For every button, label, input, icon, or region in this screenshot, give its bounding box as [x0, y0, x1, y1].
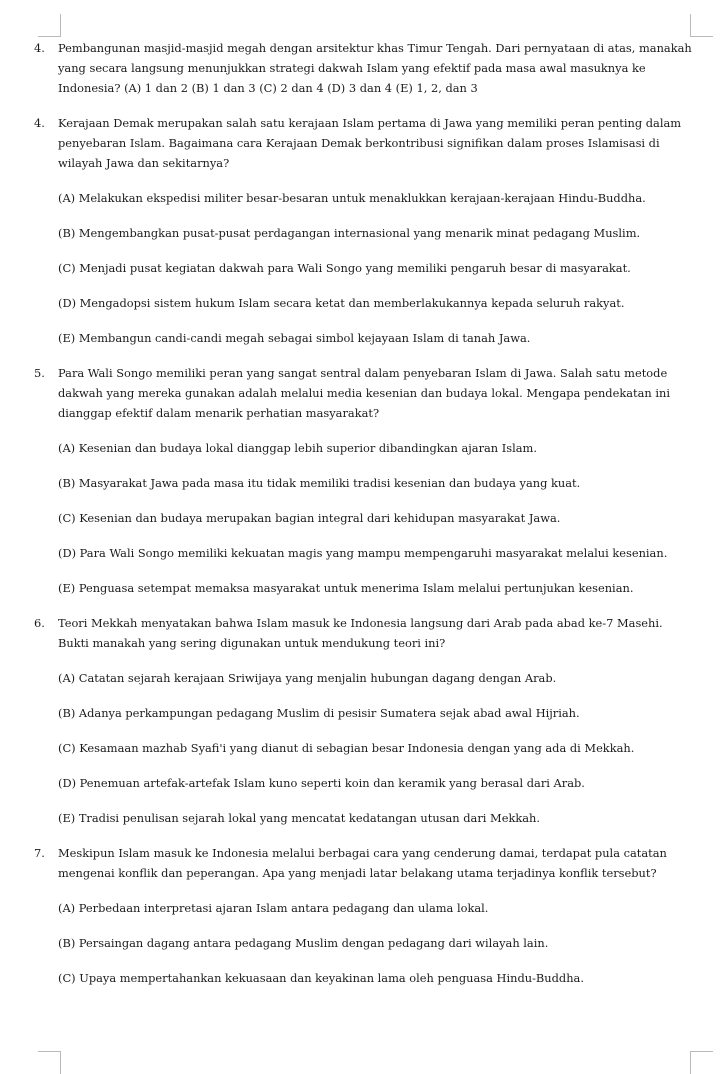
answer-option: (E) Penguasa setempat memaksa masyarakat untuk menerima Islam melalui pertunjukan kesenian. — [58, 581, 634, 595]
answer-option: (D) Mengadopsi sistem hukum Islam secara ketat dan memberlakukannya kepada seluruh rakyat. — [58, 296, 625, 310]
question-text: Meskipun Islam masuk ke Indonesia melalui berbagai cara yang cenderung damai, terdapat pula catatan mengenai konflik dan peperangan. Apa yang menjadi latar belakang utama terjadinya konflik tersebut? — [58, 846, 667, 880]
answer-option: (B) Persaingan dagang antara pedagang Muslim dengan pedagang dari wilayah lain. — [58, 936, 549, 950]
answer-option: (C) Upaya mempertahankan kekuasaan dan keyakinan lama oleh penguasa Hindu-Buddha. — [58, 971, 584, 985]
question-number: 6. — [34, 616, 45, 630]
question — [34, 613, 694, 653]
answer-option: (D) Penemuan artefak-artefak Islam kuno seperti koin dan keramik yang berasal dari Arab. — [58, 776, 585, 790]
answer-option: (A) Perbedaan interpretasi ajaran Islam antara pedagang dan ulama lokal. — [58, 901, 489, 915]
question-text: Para Wali Songo memiliki peran yang sangat sentral dalam penyebaran Islam di Jawa. Salah satu metode dakwah yang mereka gunakan adalah melalui media kesenian dan budaya lokal. Mengapa pendekatan ini dianggap efektif dalam menarik perhatian masyarakat? — [58, 366, 670, 420]
answer-option: (D) Para Wali Songo memiliki kekuatan magis yang mampu mempengaruhi masyarakat melalui kesenian. — [58, 546, 668, 560]
answer-option: (B) Mengembangkan pusat-pusat perdagangan internasional yang menarik minat pedagang Muslim. — [58, 226, 641, 240]
question — [34, 843, 694, 883]
answer-option: (B) Masyarakat Jawa pada masa itu tidak memiliki tradisi kesenian dan budaya yang kuat. — [58, 476, 581, 490]
answer-option: (C) Kesamaan mazhab Syafi'i yang dianut di sebagian besar Indonesia dengan yang ada di Mekkah. — [58, 741, 635, 755]
crop-mark-top-right — [690, 14, 713, 37]
question — [34, 38, 694, 98]
answer-option: (E) Tradisi penulisan sejarah lokal yang mencatat kedatangan utusan dari Mekkah. — [58, 811, 540, 825]
question-number: 4. — [34, 116, 45, 130]
crop-mark-bottom-left — [38, 1051, 61, 1074]
answer-option: (A) Kesenian dan budaya lokal dianggap lebih superior dibandingkan ajaran Islam. — [58, 441, 537, 455]
answer-option: (E) Membangun candi-candi megah sebagai simbol kejayaan Islam di tanah Jawa. — [58, 331, 531, 345]
document-body — [34, 38, 694, 988]
question — [34, 113, 694, 173]
question — [34, 363, 694, 423]
answer-option: (A) Melakukan ekspedisi militer besar-besaran untuk menaklukkan kerajaan-kerajaan Hindu-Buddha. — [58, 191, 646, 205]
answer-option: (C) Menjadi pusat kegiatan dakwah para Wali Songo yang memiliki pengaruh besar di masyarakat. — [58, 261, 631, 275]
crop-mark-top-left — [38, 14, 61, 37]
question-number: 5. — [34, 366, 45, 380]
answer-option: (A) Catatan sejarah kerajaan Sriwijaya yang menjalin hubungan dagang dengan Arab. — [58, 671, 557, 685]
question-number: 4. — [34, 41, 45, 55]
answer-option: (B) Adanya perkampungan pedagang Muslim di pesisir Sumatera sejak abad awal Hijriah. — [58, 706, 580, 720]
crop-mark-bottom-right — [690, 1051, 713, 1074]
question-text: Pembangunan masjid-masjid megah dengan arsitektur khas Timur Tengah. Dari pernyataan di atas, manakah yang secara langsung menunjukkan strategi dakwah Islam yang efektif pada masa awal masuknya ke Indonesia? (A) 1 dan 2 (B) 1 dan 3 (C) 2 dan 4 (D) 3 dan 4 (E) 1, 2, dan 3 — [58, 41, 692, 95]
question-text: Kerajaan Demak merupakan salah satu kerajaan Islam pertama di Jawa yang memiliki peran penting dalam penyebaran Islam. Bagaimana cara Kerajaan Demak berkontribusi signifikan dalam proses Islamisasi di wilayah Jawa dan sekitarnya? — [58, 116, 682, 170]
question-number: 7. — [34, 846, 45, 860]
answer-option: (C) Kesenian dan budaya merupakan bagian integral dari kehidupan masyarakat Jawa. — [58, 511, 561, 525]
question-text: Teori Mekkah menyatakan bahwa Islam masuk ke Indonesia langsung dari Arab pada abad ke-7 Masehi. Bukti manakah yang sering digunakan untuk mendukung teori ini? — [58, 616, 663, 650]
